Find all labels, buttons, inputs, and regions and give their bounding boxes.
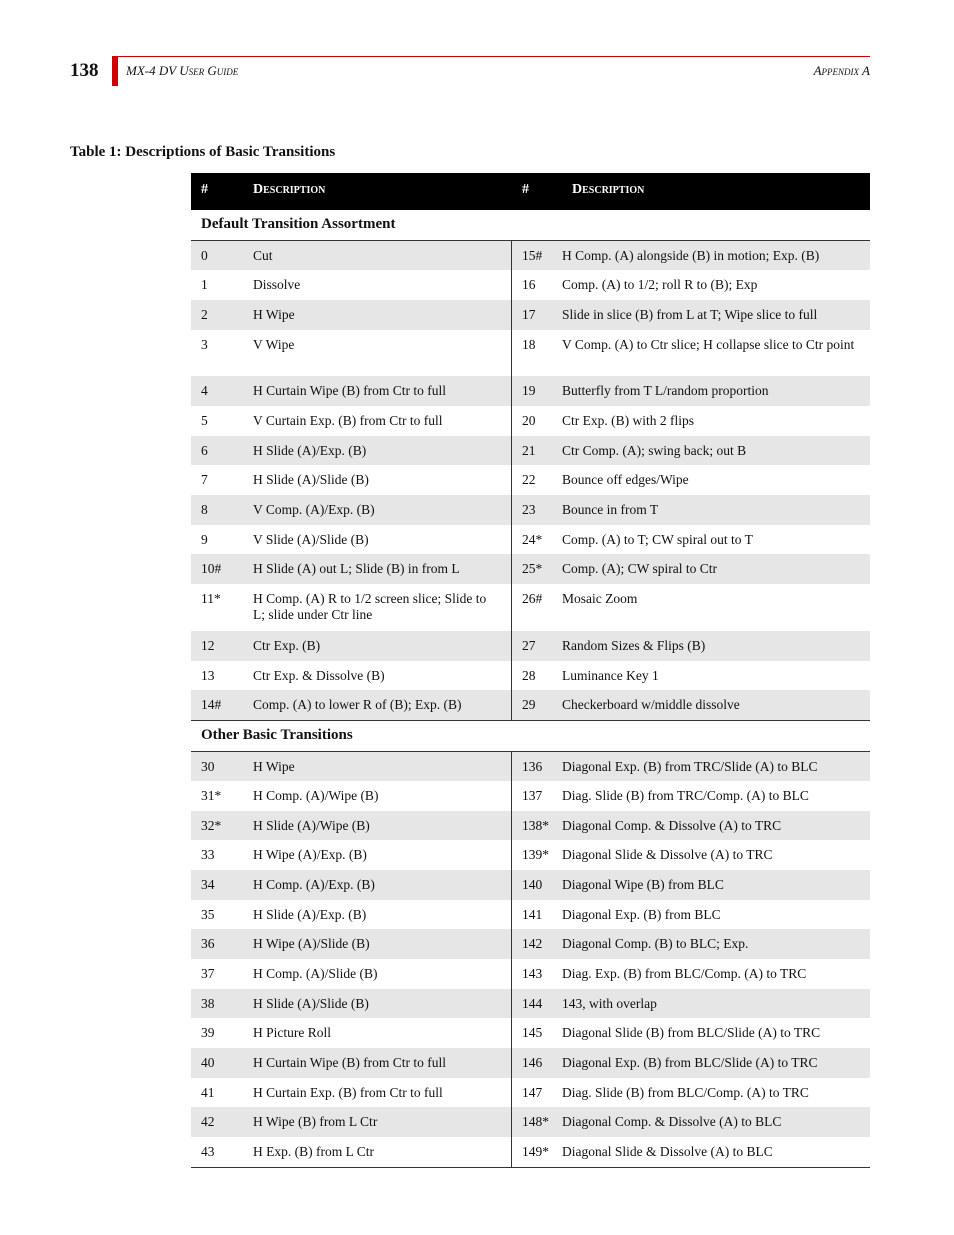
- table-row: [191, 330, 870, 376]
- transition-number: 12: [201, 638, 215, 653]
- table-row: [191, 752, 870, 781]
- transition-description: H Exp. (B) from L Ctr: [253, 1137, 512, 1167]
- transition-description: Comp. (A) to 1/2; roll R to (B); Exp: [562, 277, 758, 292]
- transition-number: 42: [201, 1114, 215, 1129]
- col-header-description-1: Description: [253, 182, 326, 197]
- transition-description: H Wipe (A)/Exp. (B): [253, 840, 512, 870]
- transition-description: H Comp. (A)/Slide (B): [253, 959, 512, 989]
- transition-number: 17: [522, 307, 536, 322]
- transition-number: 6: [201, 443, 208, 458]
- transition-description: H Comp. (A)/Wipe (B): [253, 781, 512, 811]
- transition-description: Diagonal Comp. (B) to BLC; Exp.: [562, 936, 749, 951]
- transition-description: H Slide (A)/Slide (B): [253, 989, 512, 1018]
- transition-description: V Comp. (A) to Ctr slice; H collapse slice to Ctr point: [562, 337, 855, 352]
- transition-number: 4: [201, 383, 208, 398]
- transition-description: Diagonal Exp. (B) from BLC: [562, 907, 721, 922]
- transition-description: V Comp. (A)/Exp. (B): [253, 495, 512, 525]
- transition-number: 22: [522, 472, 536, 487]
- transition-number: 31*: [201, 788, 222, 803]
- transition-number: 39: [201, 1025, 215, 1040]
- transition-description: Slide in slice (B) from L at T; Wipe slice to full: [562, 307, 818, 322]
- transition-number: 13: [201, 668, 215, 683]
- transition-description: H Wipe (A)/Slide (B): [253, 929, 512, 959]
- transition-description: H Wipe: [253, 300, 512, 330]
- transition-description: Diagonal Slide & Dissolve (A) to BLC: [562, 1144, 773, 1159]
- transition-description: Bounce off edges/Wipe: [562, 472, 689, 487]
- transition-number: 23: [522, 502, 536, 517]
- transition-number: 138*: [522, 818, 549, 833]
- table-row: [191, 300, 870, 330]
- transition-number: 24*: [522, 532, 543, 547]
- table-row: [191, 406, 870, 436]
- transition-number: 10#: [201, 561, 222, 576]
- transition-number: 21: [522, 443, 536, 458]
- transition-number: 140: [522, 877, 543, 892]
- appendix-label: Appendix A: [813, 63, 870, 78]
- transition-number: 7: [201, 472, 208, 487]
- guide-title-prefix: MX-4 DV: [126, 63, 180, 78]
- transition-description: H Slide (A) out L; Slide (B) in from L: [253, 554, 512, 584]
- transition-description: Checkerboard w/middle dissolve: [562, 697, 740, 712]
- table-row: [191, 1048, 870, 1078]
- transition-number: 40: [201, 1055, 215, 1070]
- transition-number: 28: [522, 668, 536, 683]
- transition-number: 139*: [522, 847, 549, 862]
- transition-number: 33: [201, 847, 215, 862]
- transition-number: 137: [522, 788, 543, 803]
- transition-number: 141: [522, 907, 543, 922]
- table-row: [191, 1018, 870, 1048]
- transition-description: H Slide (A)/Slide (B): [253, 465, 512, 495]
- table-row: [191, 781, 870, 811]
- transition-description: Diagonal Comp. & Dissolve (A) to BLC: [562, 1114, 782, 1129]
- transition-number: 147: [522, 1085, 543, 1100]
- table-row: [191, 989, 870, 1018]
- transition-description: Ctr Comp. (A); swing back; out B: [562, 443, 747, 458]
- transition-number: 30: [201, 759, 215, 774]
- transition-description: H Curtain Wipe (B) from Ctr to full: [253, 376, 512, 406]
- transition-number: 36: [201, 936, 215, 951]
- table-row: [191, 1078, 870, 1107]
- section-title-other: [191, 721, 870, 752]
- transition-description: Bounce in from T: [562, 502, 659, 517]
- transition-description: Diag. Exp. (B) from BLC/Comp. (A) to TRC: [562, 966, 807, 981]
- table-row: [191, 929, 870, 959]
- transition-number: 15#: [522, 248, 543, 263]
- transition-description: Luminance Key 1: [562, 668, 659, 683]
- transition-description: Diagonal Wipe (B) from BLC: [562, 877, 724, 892]
- transition-number: 0: [201, 248, 208, 263]
- transition-description: H Wipe (B) from L Ctr: [253, 1107, 512, 1137]
- transition-description: Ctr Exp. (B): [253, 631, 512, 661]
- transition-description: Cut: [253, 241, 512, 270]
- transition-description: Dissolve: [253, 270, 512, 300]
- transition-description: Butterfly from T L/random proportion: [562, 383, 769, 398]
- table-row: [191, 690, 870, 721]
- table-row: [191, 270, 870, 300]
- transition-number: 3: [201, 337, 208, 352]
- transition-number: 29: [522, 697, 536, 712]
- transition-description: H Wipe: [253, 752, 512, 781]
- transition-description: V Curtain Exp. (B) from Ctr to full: [253, 406, 512, 436]
- transition-description: H Slide (A)/Exp. (B): [253, 900, 512, 929]
- table-caption: Table 1: Descriptions of Basic Transitions: [70, 144, 336, 160]
- table-row: [191, 584, 870, 631]
- header-accent-bar: [112, 56, 118, 86]
- transition-number: 27: [522, 638, 536, 653]
- table-header: [191, 173, 870, 210]
- page-number: 138: [70, 60, 99, 81]
- transition-number: 26#: [522, 591, 543, 606]
- transition-description: H Curtain Wipe (B) from Ctr to full: [253, 1048, 512, 1078]
- transition-description: H Picture Roll: [253, 1018, 512, 1048]
- section-title-default: [191, 210, 870, 241]
- transition-number: 14#: [201, 697, 222, 712]
- transition-description: Comp. (A) to T; CW spiral out to T: [562, 532, 753, 547]
- table-row: [191, 870, 870, 900]
- transition-description: V Slide (A)/Slide (B): [253, 525, 512, 554]
- table-row: [191, 661, 870, 690]
- section1-body: [191, 241, 870, 721]
- table-row: [191, 811, 870, 840]
- transition-description: H Curtain Exp. (B) from Ctr to full: [253, 1078, 512, 1107]
- transitions-table: [191, 173, 870, 1168]
- guide-title-sc: User Guide: [179, 63, 239, 78]
- table-row: [191, 495, 870, 525]
- transition-number: 19: [522, 383, 536, 398]
- section-label: Other Basic Transitions: [201, 727, 353, 743]
- transition-description: Diagonal Exp. (B) from BLC/Slide (A) to TRC: [562, 1055, 818, 1070]
- section-label: Default Transition Assortment: [201, 216, 396, 232]
- table-row: [191, 840, 870, 870]
- transition-number: 20: [522, 413, 536, 428]
- guide-title: [126, 63, 238, 79]
- table-row: [191, 465, 870, 495]
- table-row: [191, 525, 870, 554]
- transition-number: 142: [522, 936, 543, 951]
- transition-description: 143, with overlap: [562, 996, 657, 1011]
- transition-description: Diag. Slide (B) from BLC/Comp. (A) to TRC: [562, 1085, 809, 1100]
- table-row: [191, 376, 870, 406]
- transition-number: 8: [201, 502, 208, 517]
- transition-description: Mosaic Zoom: [562, 591, 638, 606]
- transition-number: 149*: [522, 1144, 549, 1159]
- col-header-description-2: Description: [572, 182, 645, 197]
- table-row: [191, 241, 870, 270]
- col-header-number-1: #: [201, 182, 208, 197]
- transition-number: 38: [201, 996, 215, 1011]
- table-row: [191, 900, 870, 929]
- transition-description: H Comp. (A) R to 1/2 screen slice; Slide to L; slide under Ctr line: [253, 584, 512, 631]
- transition-description: Ctr Exp. & Dissolve (B): [253, 661, 512, 690]
- transition-description: H Comp. (A)/Exp. (B): [253, 870, 512, 900]
- transition-description: Diagonal Slide (B) from BLC/Slide (A) to TRC: [562, 1025, 821, 1040]
- transition-number: 18: [522, 337, 536, 352]
- transition-number: 25*: [522, 561, 543, 576]
- transition-number: 11*: [201, 591, 221, 606]
- transition-number: 146: [522, 1055, 543, 1070]
- transition-number: 9: [201, 532, 208, 547]
- col-header-number-2: #: [522, 182, 529, 197]
- table-row: [191, 959, 870, 989]
- section2-body: [191, 752, 870, 1168]
- transition-description: Diag. Slide (B) from TRC/Comp. (A) to BLC: [562, 788, 809, 803]
- table-row: [191, 1137, 870, 1168]
- table-row: [191, 1107, 870, 1137]
- header-rule: [118, 56, 870, 57]
- transition-number: 16: [522, 277, 536, 292]
- transition-number: 1: [201, 277, 208, 292]
- table-row: [191, 554, 870, 584]
- transition-description: Diagonal Slide & Dissolve (A) to TRC: [562, 847, 773, 862]
- transition-number: 35: [201, 907, 215, 922]
- transition-number: 143: [522, 966, 543, 981]
- transition-description: H Slide (A)/Wipe (B): [253, 811, 512, 840]
- transition-description: Random Sizes & Flips (B): [562, 638, 706, 653]
- transition-number: 144: [522, 996, 543, 1011]
- transition-description: Comp. (A) to lower R of (B); Exp. (B): [253, 690, 512, 720]
- transition-description: V Wipe: [253, 330, 512, 376]
- transition-number: 5: [201, 413, 208, 428]
- transition-number: 2: [201, 307, 208, 322]
- table-row: [191, 436, 870, 465]
- transition-number: 32*: [201, 818, 222, 833]
- transition-description: Diagonal Comp. & Dissolve (A) to TRC: [562, 818, 782, 833]
- transition-number: 136: [522, 759, 543, 774]
- table-row: [191, 631, 870, 661]
- transition-number: 145: [522, 1025, 543, 1040]
- transition-number: 34: [201, 877, 215, 892]
- transition-description: Comp. (A); CW spiral to Ctr: [562, 561, 717, 576]
- transition-number: 41: [201, 1085, 215, 1100]
- transition-description: H Comp. (A) alongside (B) in motion; Exp. (B): [562, 248, 820, 263]
- transition-description: H Slide (A)/Exp. (B): [253, 436, 512, 465]
- transition-number: 148*: [522, 1114, 549, 1129]
- transition-number: 43: [201, 1144, 215, 1159]
- transition-description: Ctr Exp. (B) with 2 flips: [562, 413, 694, 428]
- transition-description: Diagonal Exp. (B) from TRC/Slide (A) to BLC: [562, 759, 818, 774]
- transition-number: 37: [201, 966, 215, 981]
